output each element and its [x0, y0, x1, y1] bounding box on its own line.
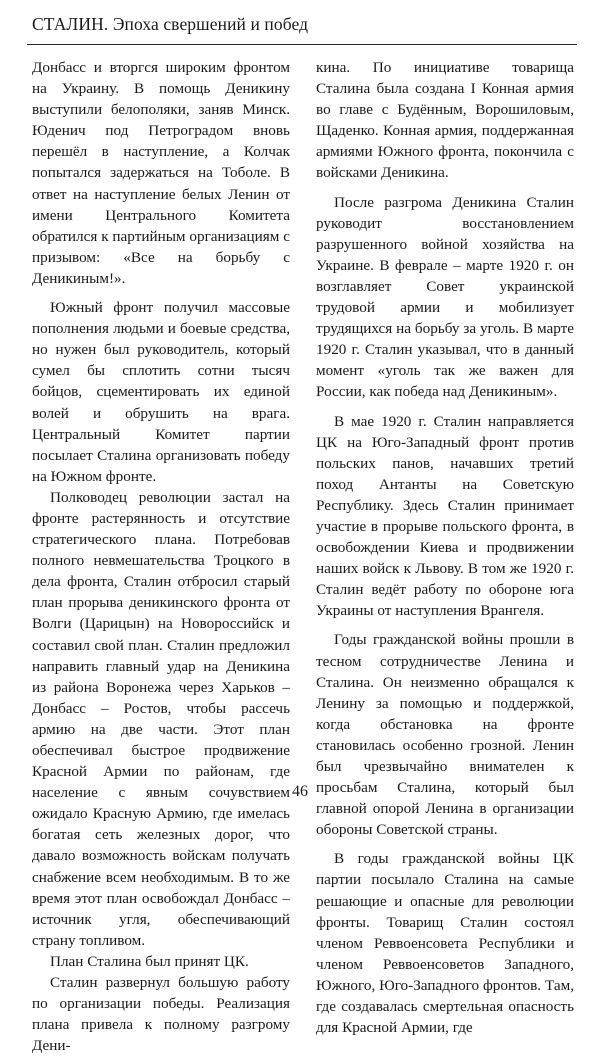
- paragraph: кина. По инициативе товарища Сталина была создана I Конная армия во главе с Будённым, Ворошиловым, Щаденко. Конная армия, поддержанная армиями Южного фронта, покончила с войсками Деникина.: [316, 59, 574, 182]
- header-rule: [27, 44, 577, 45]
- paragraph: Сталин развернул большую работу по организации победы. Реализация плана привела к полному разгрому Дени-: [32, 974, 290, 1055]
- paragraph: В годы гражданской войны ЦК партии посылало Сталина на самые решающие и опасные для революции фронты. Товарищ Сталин состоял членом Реввоенсовета Республики и членом Реввоенсоветов Западного, Южного, Юго-Западного фронтов. Там, где создавалась смертельная опасность для Красной Армии, где: [316, 850, 574, 1037]
- paragraph: Годы гражданской войны прошли в тесном сотрудничестве Ленина и Сталина. Он неизменно обращался к Ленину за помощью и поддержкой, когда обстановка на фронте становилась особенно грозной. Ленин был чрезвычайно внимателен к просьбам Сталина, который был главной опорой Ленина в организации обороны Советской страны.: [316, 631, 574, 839]
- paragraph: Донбасс и вторгся широким фронтом на Украину. В помощь Деникину выступили белополяки, заняв Минск. Юденич под Петроградом вновь перешёл в наступление, а Колчак попытался задержаться на Тоболе. В ответ на наступление белых Ленин от имени Центрального Комитета обратился к партийным организациям с призывом: «Все на борьбу с Деникиным!».: [32, 59, 290, 287]
- paragraph: План Сталина был принят ЦК.: [50, 952, 249, 970]
- left-column: [32, 57, 290, 1056]
- page-number: 46: [292, 783, 308, 800]
- paragraph: В мае 1920 г. Сталин направляется ЦК на Юго-Западный фронт против польских панов, начавших третий поход Антанты на Советскую Республику. Здесь Сталин принимает участие в прорыве польского фронта, в освобождении Киева и продвижении наших войск к Львову. В том же 1920 г. Сталин ведёт работу по обороне юга Украины от наступления Врангеля.: [316, 412, 574, 620]
- paragraph: Полководец революции застал на фронте растерянность и отсутствие стратегического плана. Потребовав полного невмешательства Троцкого в дела фронта, Сталин отбросил старый план прорыва деникинского фронта от Волги (Царицын) на Новороссийск и составил свой план. Сталин предложил направить главный удар на Деникина из района Воронежа через Харьков – Донбасс – Ростов, чтобы рассечь армию на две части. Этот план обеспечивал быстрое продвижение Красной Армии по районам, где население с явным сочувствием ожидало Красную Армию, где имелась богатая сеть железных дорог, что давало возможность войскам получать снабжение всем необходимым. В то же время этот план освобождал Донбасс – источник угля, обеспечивающий страну топливом.: [32, 488, 290, 949]
- paragraph: После разгрома Деникина Сталин руководит восстановлением разрушенного войной хозяйства на Украине. В феврале – марте 1920 г. он возглавляет Совет украинской трудовой армии и мобилизует трудящихся на борьбу за уголь. В марте 1920 г. Сталин указывал, что в данный момент «уголь так же важен для России, как победа над Деникиным».: [316, 193, 574, 401]
- paragraph: Южный фронт получил массовые пополнения людьми и боевые средства, но нужен был руководитель, который сумел бы сплотить сотни тысяч бойцов, сцементировать их единой волей и обрушить на врага. Центральный Комитет партии посылает Сталина организовать победу на Южном фронте.: [32, 299, 290, 485]
- running-title: СТАЛИН. Эпоха свершений и побед: [32, 14, 309, 34]
- right-column: [316, 57, 574, 1038]
